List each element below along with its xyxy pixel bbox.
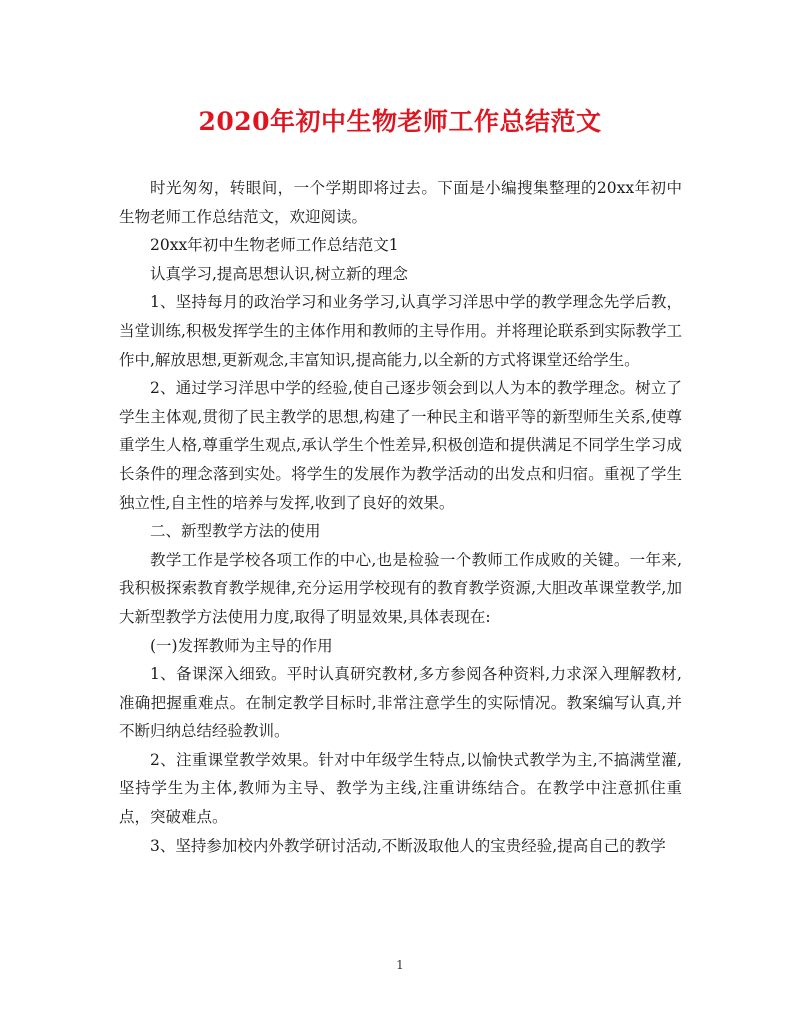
paragraph-subsection-heading: (一)发挥教师为主导的作用 [150, 636, 333, 655]
paragraph-subitem-3: 3、坚持参加校内外教学研讨活动,不断汲取他人的宝贵经验,提高自己的教学 [150, 836, 666, 855]
paragraph-section-2-intro: 教学工作是学校各项工作的中心,也是检验一个教师工作成败的关键。一年来,我积极探索教育教学规律,充分运用学校现有的教育教学资源,大胆改革课堂教学,加大新型教学方法使用力度,取得了明显效果,具体表现在: [119, 550, 682, 626]
paragraph-item-1: 1、坚持每月的政治学习和业务学习,认真学习洋思中学的教学理念先学后教，当堂训练,积极发挥学生的主体作用和教师的主导作用。并将理论联系到实际教学工作中,解放思想,更新观念,丰富知识,提高能力,以全新的方式将课堂还给学生。 [119, 293, 682, 369]
paragraph-section-2-heading: 二、新型教学方法的使用 [150, 522, 321, 541]
paragraph-intro: 时光匆匆，转眼间，一个学期即将过去。下面是小编搜集整理的20xx年初中生物老师工作总结范文，欢迎阅读。 [119, 179, 682, 226]
paragraph-item-2: 2、通过学习洋思中学的经验,使自己逐步领会到以人为本的教学理念。树立了学生主体观,贯彻了民主教学的思想,构建了一种民主和谐平等的新型师生关系,使尊重学生人格,尊重学生观点,承认学生个性差异,积极创造和提供满足不同学生学习成长条件的理念落到实处。将学生的发展作为教学活动的出发点和归宿。重视了学生独立性,自主性的培养与发挥,收到了良好的效果。 [119, 379, 682, 512]
document-body [119, 174, 682, 860]
paragraph-section-heading: 认真学习,提高思想认识,树立新的理念 [150, 264, 408, 283]
document-title: 2020年初中生物老师工作总结范文 [198, 107, 602, 136]
paragraph-subtitle: 20xx年初中生物老师工作总结范文1 [150, 236, 399, 255]
page-number: 1 [396, 958, 404, 972]
paragraph-subitem-1: 1、备课深入细致。平时认真研究教材,多方参阅各种资料,力求深入理解教材,准确把握重难点。在制定教学目标时,非常注意学生的实际情况。教案编写认真,并不断归纳总结经验教训。 [119, 665, 682, 741]
paragraph-subitem-2: 2、注重课堂教学效果。针对中年级学生特点,以愉快式教学为主,不搞满堂灌,坚持学生为主体,教师为主导、教学为主线,注重讲练结合。在教学中注意抓住重点，突破难点。 [119, 750, 682, 827]
